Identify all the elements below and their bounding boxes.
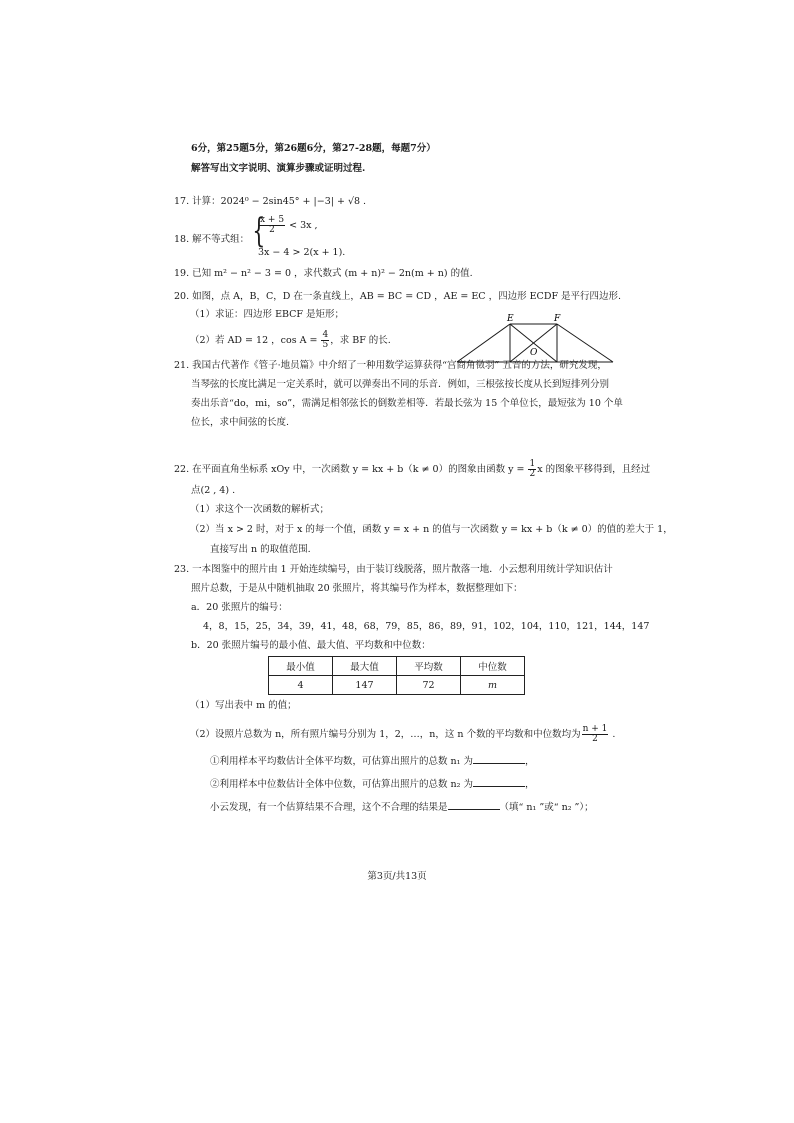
question-17 [174, 196, 366, 207]
question-number: 17. [174, 196, 190, 207]
table-header-row [269, 657, 525, 676]
table-cell: 147 [333, 676, 397, 695]
denominator: 2 [529, 469, 536, 479]
label-e: E [507, 314, 514, 324]
q21-line-4: 位长，求中间弦的长度. [191, 417, 290, 428]
question-20 [174, 291, 621, 302]
answer-blank[interactable] [448, 799, 500, 810]
question-text: 我国古代著作《管子·地员篇》中介绍了一种用数学运算获得“宫商角徵羽” 五音的方法，研究发现， [192, 360, 607, 371]
q23-a-label: a．20 张照片的编号： [191, 602, 288, 613]
q21-line-2: 当琴弦的长度比满足一定关系时，就可以弹奏出不同的乐音．例如，三根弦按长度从长到短排列分别 [191, 379, 610, 390]
part-text: （2）若 AD = 12 ，cos A = [190, 335, 321, 346]
table-cell: m [461, 676, 525, 695]
table-header-cell: 最小值 [269, 657, 333, 676]
sub-end: ， [524, 779, 535, 790]
fraction [259, 216, 285, 235]
q22-part-2b: 直接写出 n 的取值范围. [210, 544, 311, 555]
denominator: 2 [592, 734, 598, 744]
fraction [528, 460, 536, 479]
q23-sub-2 [210, 776, 534, 790]
segment-fd [557, 324, 613, 362]
table-row [269, 676, 525, 695]
score-note: 6分，第25题5分，第26题6分，第27-28题，每题7分） [191, 143, 436, 154]
part-text: . [609, 729, 616, 740]
table-header-cell: 最大值 [333, 657, 397, 676]
question-18 [174, 234, 249, 245]
q20-part-1: （1）求证：四边形 EBCF 是矩形； [190, 309, 345, 320]
page-footer: 第3页/共13页 [367, 871, 427, 882]
segment-ae [457, 324, 510, 362]
question-19 [174, 268, 473, 279]
sub-text: ②利用样本中位数估计全体中位数，可估算出照片的总数 n₂ 为 [210, 779, 473, 790]
question-22 [174, 460, 650, 479]
question-number: 21. [174, 360, 190, 371]
question-21 [174, 360, 607, 371]
q23-part-1: （1）写出表中 m 的值； [190, 700, 297, 711]
q23-a-values: 4，8，15，25，34，39，41，48，68，79，85，86，89，91，102，104，110，121，144，147 [203, 621, 650, 632]
question-number: 20. [174, 291, 190, 302]
question-text: 解不等式组： [192, 234, 250, 245]
sub-end: ， [524, 756, 535, 767]
label-o: O [530, 348, 538, 358]
sub-text: ①利用样本平均数估计全体平均数，可估算出照片的总数 n₁ 为 [210, 756, 473, 767]
question-text: x 的图象平移得到，且经过 [537, 464, 651, 475]
question-number: 22. [174, 464, 190, 475]
q23-conclusion [210, 799, 594, 813]
stats-table [268, 656, 525, 695]
denominator: 5 [322, 340, 329, 350]
question-text: 计算：2024⁰ − 2sin45° + |−3| + √8 . [192, 196, 367, 207]
left-brace: { [252, 211, 266, 251]
q21-line-3: 奏出乐音“do，mi，so”，需满足相邻弦长的倒数差相等．若最长弦为 15 个单位长，最短弦为 10 个单 [191, 398, 623, 409]
q22-line-2: 点(2 , 4) . [191, 485, 236, 496]
conclusion-text: 小云发现，有一个估算结果不合理，这个不合理的结果是 [210, 802, 448, 813]
table-header-cell: 中位数 [461, 657, 525, 676]
numerator: x + 5 [260, 215, 285, 225]
q23-line-2: 照片总数，于是从中随机抽取 20 张照片，将其编号作为样本，数据整理如下： [191, 583, 523, 594]
fraction [321, 331, 329, 350]
q23-b-label: b．20 张照片编号的最小值、最大值、平均数和中位数： [191, 640, 431, 651]
numerator: n + 1 [582, 724, 608, 734]
question-number: 19. [174, 268, 190, 279]
numerator: 1 [529, 459, 536, 469]
part-text: （2）设照片总数为 n，所有照片编号分别为 1，2，…，n，这 n 个数的平均数和中位数均为 [190, 729, 581, 740]
table-header-cell: 平均数 [397, 657, 461, 676]
inequality-2: 3x − 4 > 2(x + 1). [258, 247, 346, 258]
conclusion-text: （填“ n₁ ”或“ n₂ ”）； [499, 802, 594, 813]
denominator: 2 [269, 225, 275, 235]
question-text: 已知 m² − n² − 3 = 0 ，求代数式 (m + n)² − 2n(m + n) 的值. [192, 268, 473, 279]
table-cell: 72 [397, 676, 461, 695]
table-cell: 4 [269, 676, 333, 695]
q23-part-2 [190, 725, 615, 744]
instruction: 解答写出文字说明、演算步骤或证明过程. [191, 163, 366, 174]
inequality-rest: < 3x , [286, 220, 318, 231]
q23-sub-1 [210, 753, 534, 767]
question-text: 一本图鉴中的照片由 1 开始连续编号，由于装订线脱落，照片散落一地．小云想利用统计学知识估计 [192, 564, 613, 575]
question-text: 在平面直角坐标系 xOy 中，一次函数 y = kx + b（k ≠ 0）的图象由函数 y = [192, 464, 528, 475]
question-text: 如图，点 A，B，C，D 在一条直线上，AB = BC = CD ，AE = EC ，四边形 ECDF 是平行四边形. [192, 291, 622, 302]
label-f: F [554, 314, 561, 324]
question-23 [174, 564, 613, 575]
numerator: 4 [322, 330, 329, 340]
question-number: 23. [174, 564, 190, 575]
inequality-1 [258, 216, 318, 235]
question-number: 18. [174, 234, 190, 245]
answer-blank[interactable] [473, 776, 525, 787]
q22-part-2: （2）当 x > 2 时，对于 x 的每一个值，函数 y = x + n 的值与一次函数 y = kx + b（k ≠ 0）的值的差大于 1， [190, 524, 673, 535]
part-text: ，求 BF 的长. [330, 335, 391, 346]
fraction [582, 725, 609, 744]
q22-part-1: （1）求这个一次函数的解析式； [190, 504, 330, 515]
answer-blank[interactable] [473, 753, 525, 764]
q20-part-2 [190, 331, 391, 350]
